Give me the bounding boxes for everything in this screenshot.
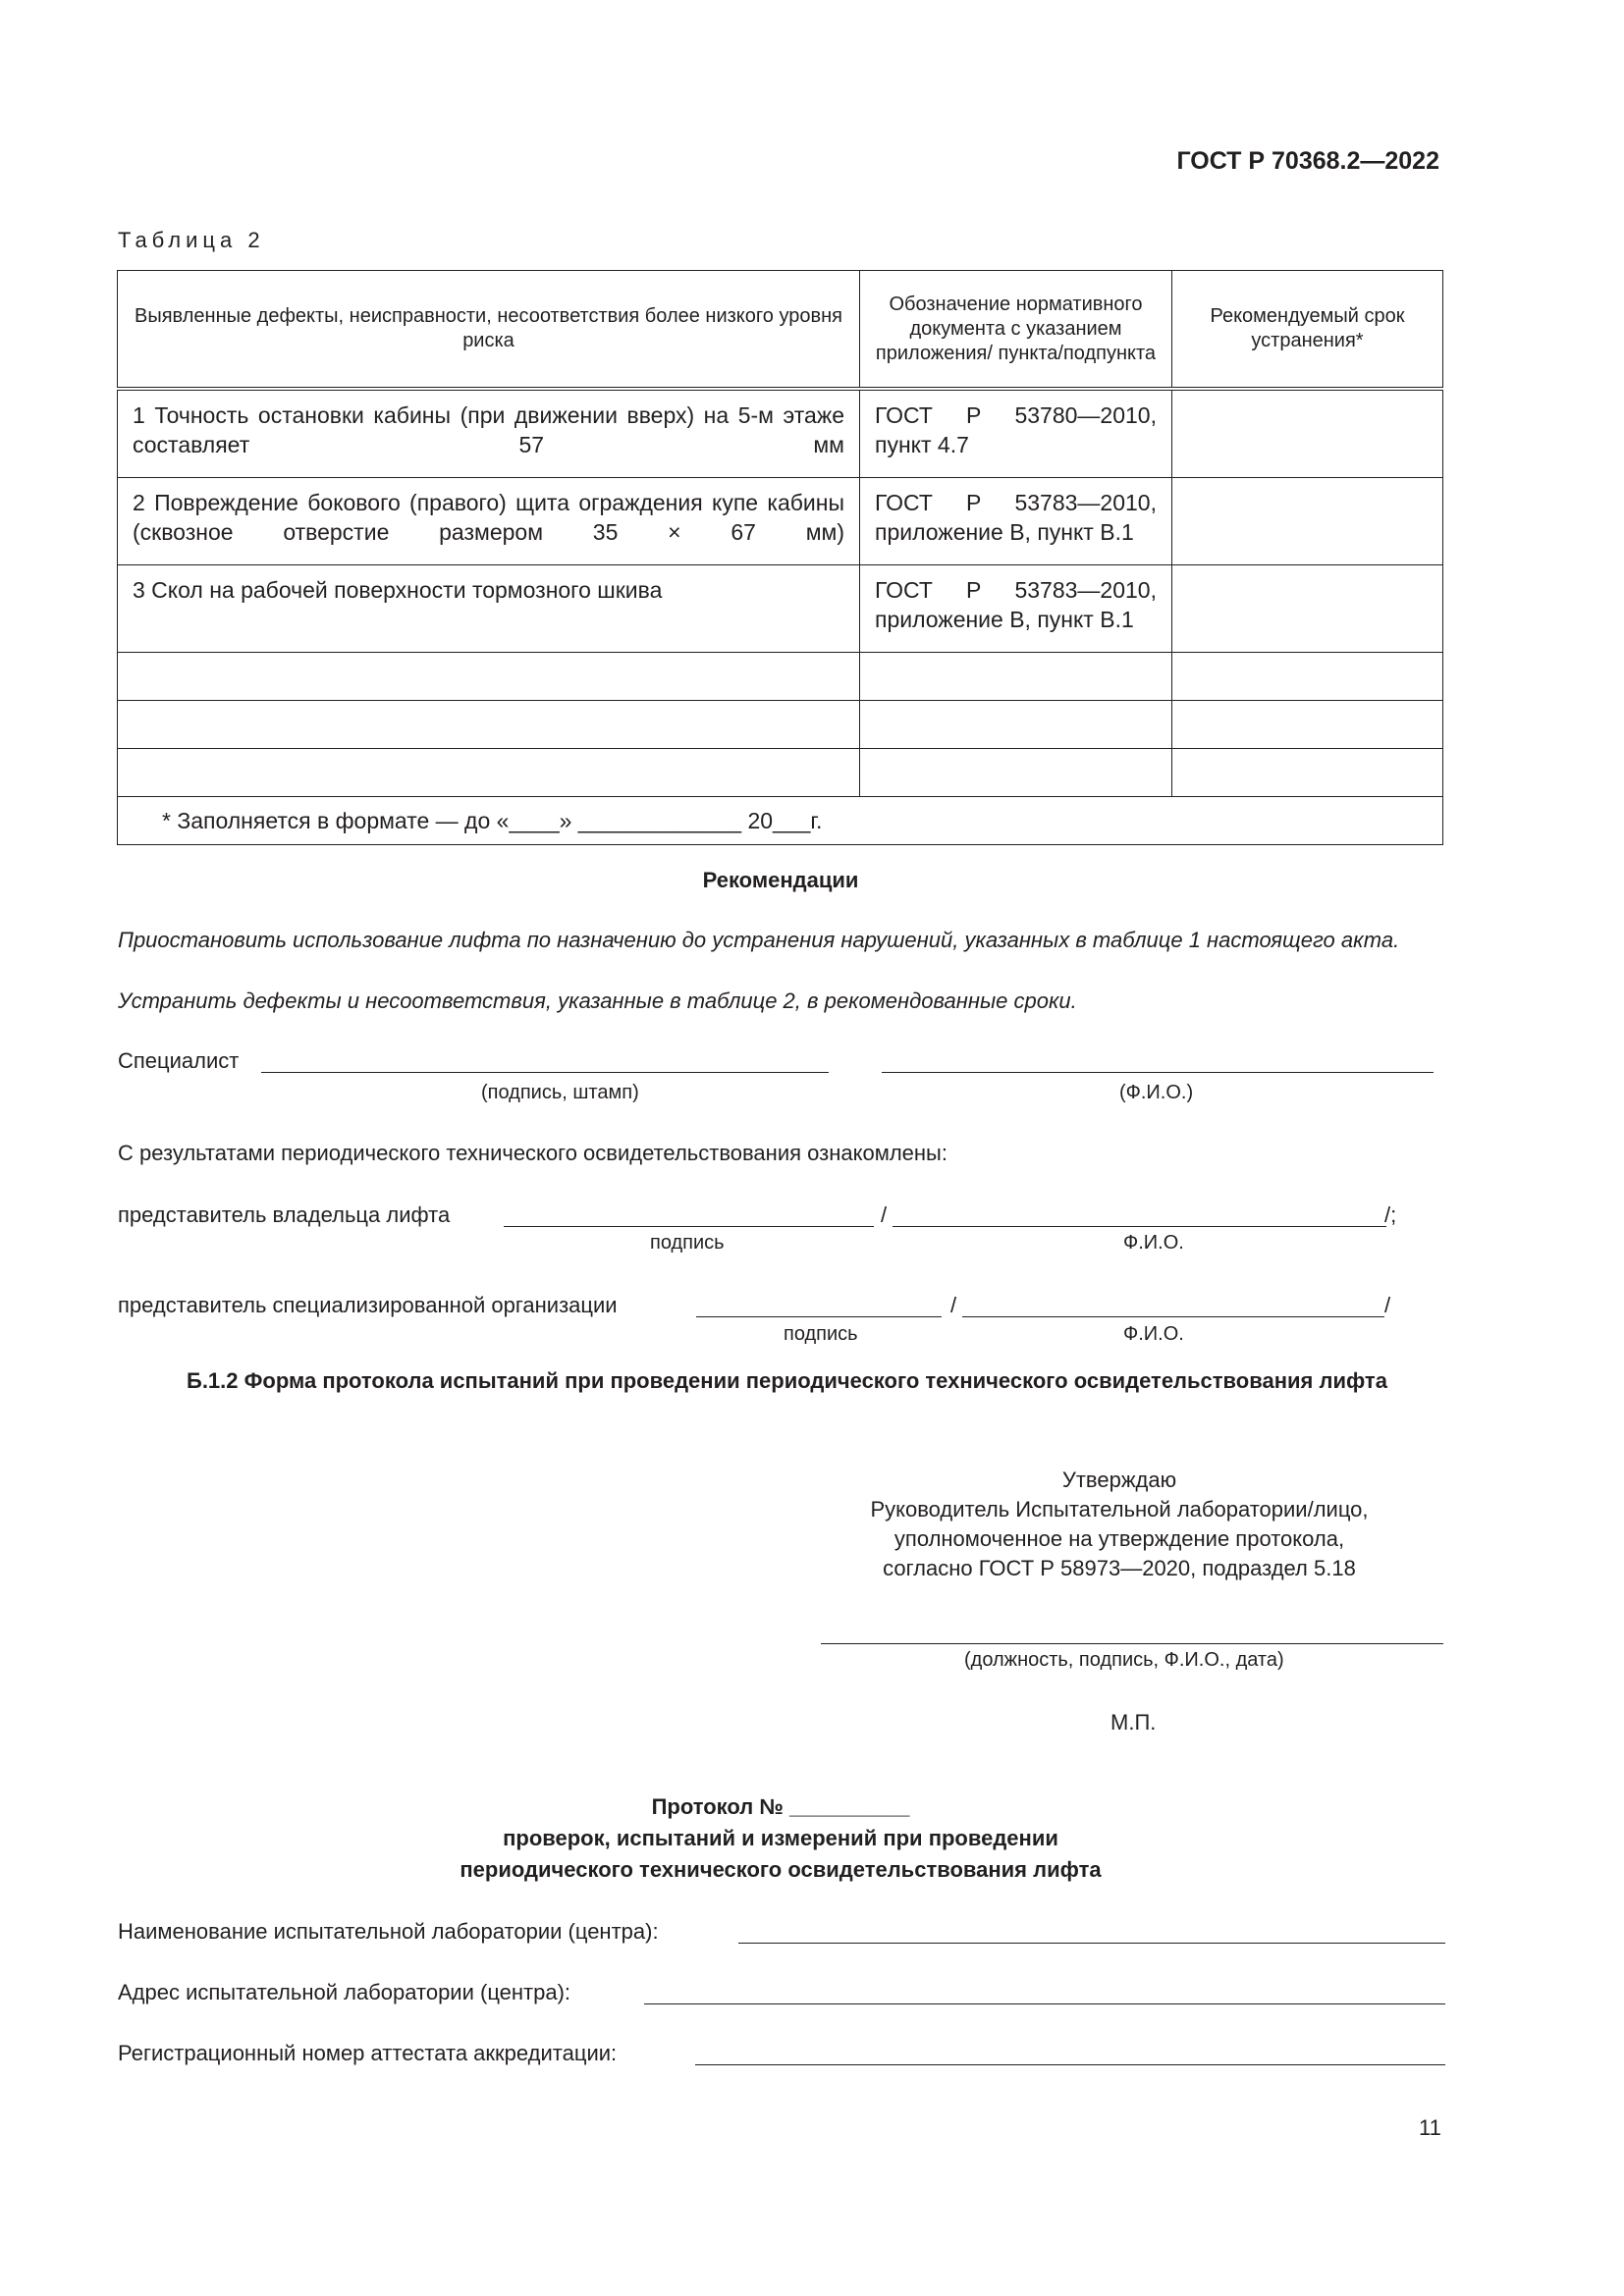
owner-slash: / bbox=[881, 1202, 888, 1227]
laboratory-address-label: Адрес испытательной лаборатории (центра): bbox=[118, 1980, 571, 2004]
approval-signature-line[interactable] bbox=[821, 1643, 1443, 1644]
term-cell[interactable] bbox=[1172, 478, 1443, 565]
owner-name-caption: Ф.И.О. bbox=[1123, 1232, 1184, 1254]
laboratory-address-line[interactable] bbox=[644, 2003, 1445, 2004]
empty-cell[interactable] bbox=[118, 701, 860, 749]
organization-slash: / bbox=[950, 1293, 957, 1317]
document-id: ГОСТ Р 70368.2—2022 bbox=[1176, 147, 1439, 175]
table-footnote: * Заполняется в формате — до «____» _____________ 20___г. bbox=[118, 797, 1443, 845]
empty-cell[interactable] bbox=[1172, 653, 1443, 701]
empty-cell[interactable] bbox=[860, 749, 1172, 797]
owner-signature-caption: подпись bbox=[650, 1232, 725, 1254]
table-row bbox=[118, 389, 1443, 478]
protocol-title-line-3: периодического технического освидетельствования лифта bbox=[460, 1857, 1102, 1882]
organization-name-line[interactable] bbox=[962, 1316, 1384, 1317]
term-cell[interactable] bbox=[1172, 389, 1443, 478]
owner-signature-line[interactable] bbox=[504, 1226, 874, 1227]
organization-signature-line[interactable] bbox=[696, 1316, 942, 1317]
approval-line-3: уполномоченное на утверждение протокола, bbox=[893, 1526, 1345, 1551]
organization-representative-label: представитель специализированной организации bbox=[118, 1293, 618, 1317]
owner-end-mark: /; bbox=[1384, 1202, 1397, 1227]
table-caption: Таблица 2 bbox=[118, 228, 265, 252]
table-row bbox=[118, 565, 1443, 653]
approval-line-2: Руководитель Испытательной лаборатории/лицо, bbox=[870, 1497, 1369, 1522]
document-cell bbox=[860, 478, 1172, 565]
recommendations-paragraph-1: Приостановить использование лифта по назначению до устранения нарушений, указанных в таблице 1 настоящего акта. bbox=[118, 928, 1400, 952]
column-header-defects: Выявленные дефекты, неисправности, несоответствия более низкого уровня риска bbox=[118, 271, 860, 390]
table-footnote-row bbox=[118, 797, 1443, 845]
term-cell[interactable] bbox=[1172, 565, 1443, 653]
approval-line-4: согласно ГОСТ Р 58973—2020, подраздел 5.18 bbox=[883, 1556, 1356, 1580]
empty-cell[interactable] bbox=[860, 701, 1172, 749]
recommendations-paragraph-2: Устранить дефекты и несоответствия, указанные в таблице 2, в рекомендованные сроки. bbox=[118, 988, 1077, 1013]
table-row-empty bbox=[118, 749, 1443, 797]
specialist-signature-line[interactable] bbox=[261, 1072, 829, 1073]
accreditation-number-line[interactable] bbox=[695, 2064, 1445, 2065]
organization-end-slash: / bbox=[1384, 1293, 1391, 1317]
specialist-signature-caption: (подпись, штамп) bbox=[481, 1082, 639, 1103]
defects-table bbox=[117, 270, 1443, 845]
empty-cell[interactable] bbox=[118, 749, 860, 797]
organization-signature-caption: подпись bbox=[784, 1323, 858, 1345]
specialist-label: Специалист bbox=[118, 1048, 240, 1073]
specialist-name-line[interactable] bbox=[882, 1072, 1434, 1073]
document-cell bbox=[860, 389, 1172, 478]
familiarized-text: С результатами периодического технического освидетельствования ознакомлены: bbox=[118, 1141, 947, 1165]
document-line: ГОСТ Р 53783—2010, bbox=[875, 577, 1157, 603]
owner-representative-label: представитель владельца лифта bbox=[118, 1202, 451, 1227]
laboratory-name-line[interactable] bbox=[738, 1943, 1445, 1944]
empty-cell[interactable] bbox=[1172, 749, 1443, 797]
column-header-term: Рекомендуемый срок устранения* bbox=[1172, 271, 1443, 390]
document-line: приложение В, пункт В.1 bbox=[875, 519, 1134, 545]
empty-cell[interactable] bbox=[1172, 701, 1443, 749]
approval-line-1: Утверждаю bbox=[1061, 1468, 1177, 1492]
document-line: ГОСТ Р 53780—2010, bbox=[875, 402, 1157, 428]
defect-cell: 2 Повреждение бокового (правого) щита ограждения купе кабины (сквозное отверстие размером 35 × 67 мм) bbox=[118, 478, 860, 565]
section-heading: Б.1.2 Форма протокола испытаний при проведении периодического технического освидетельствования лифта bbox=[187, 1368, 1387, 1393]
document-line: ГОСТ Р 53783—2010, bbox=[875, 490, 1157, 515]
table-row bbox=[118, 478, 1443, 565]
organization-name-caption: Ф.И.О. bbox=[1123, 1323, 1184, 1345]
document-line: приложение В, пункт В.1 bbox=[875, 607, 1134, 632]
protocol-title-number: Протокол № __________ bbox=[651, 1794, 910, 1819]
specialist-name-caption: (Ф.И.О.) bbox=[1119, 1082, 1194, 1103]
table-header-row bbox=[118, 271, 1443, 390]
protocol-title-line-2: проверок, испытаний и измерений при проведении bbox=[503, 1826, 1058, 1850]
accreditation-number-label: Регистрационный номер аттестата аккредитации: bbox=[118, 2041, 618, 2065]
recommendations-title: Рекомендации bbox=[702, 868, 859, 892]
owner-name-line[interactable] bbox=[893, 1226, 1386, 1227]
table-row-empty bbox=[118, 701, 1443, 749]
approval-caption: (должность, подпись, Ф.И.О., дата) bbox=[964, 1649, 1284, 1671]
column-header-document: Обозначение нормативного документа с указанием приложения/ пункта/подпункта bbox=[860, 271, 1172, 390]
defect-cell: 1 Точность остановки кабины (при движении вверх) на 5-м этаже составляет 57 мм bbox=[118, 389, 860, 478]
empty-cell[interactable] bbox=[118, 653, 860, 701]
defect-cell: 3 Скол на рабочей поверхности тормозного шкива bbox=[118, 565, 860, 653]
document-cell bbox=[860, 565, 1172, 653]
table-row-empty bbox=[118, 653, 1443, 701]
seal-mark: М.П. bbox=[1110, 1710, 1157, 1735]
laboratory-name-label: Наименование испытательной лаборатории (центра): bbox=[118, 1919, 659, 1944]
page-number: 11 bbox=[1419, 2115, 1441, 2140]
empty-cell[interactable] bbox=[860, 653, 1172, 701]
document-line: пункт 4.7 bbox=[875, 432, 969, 457]
